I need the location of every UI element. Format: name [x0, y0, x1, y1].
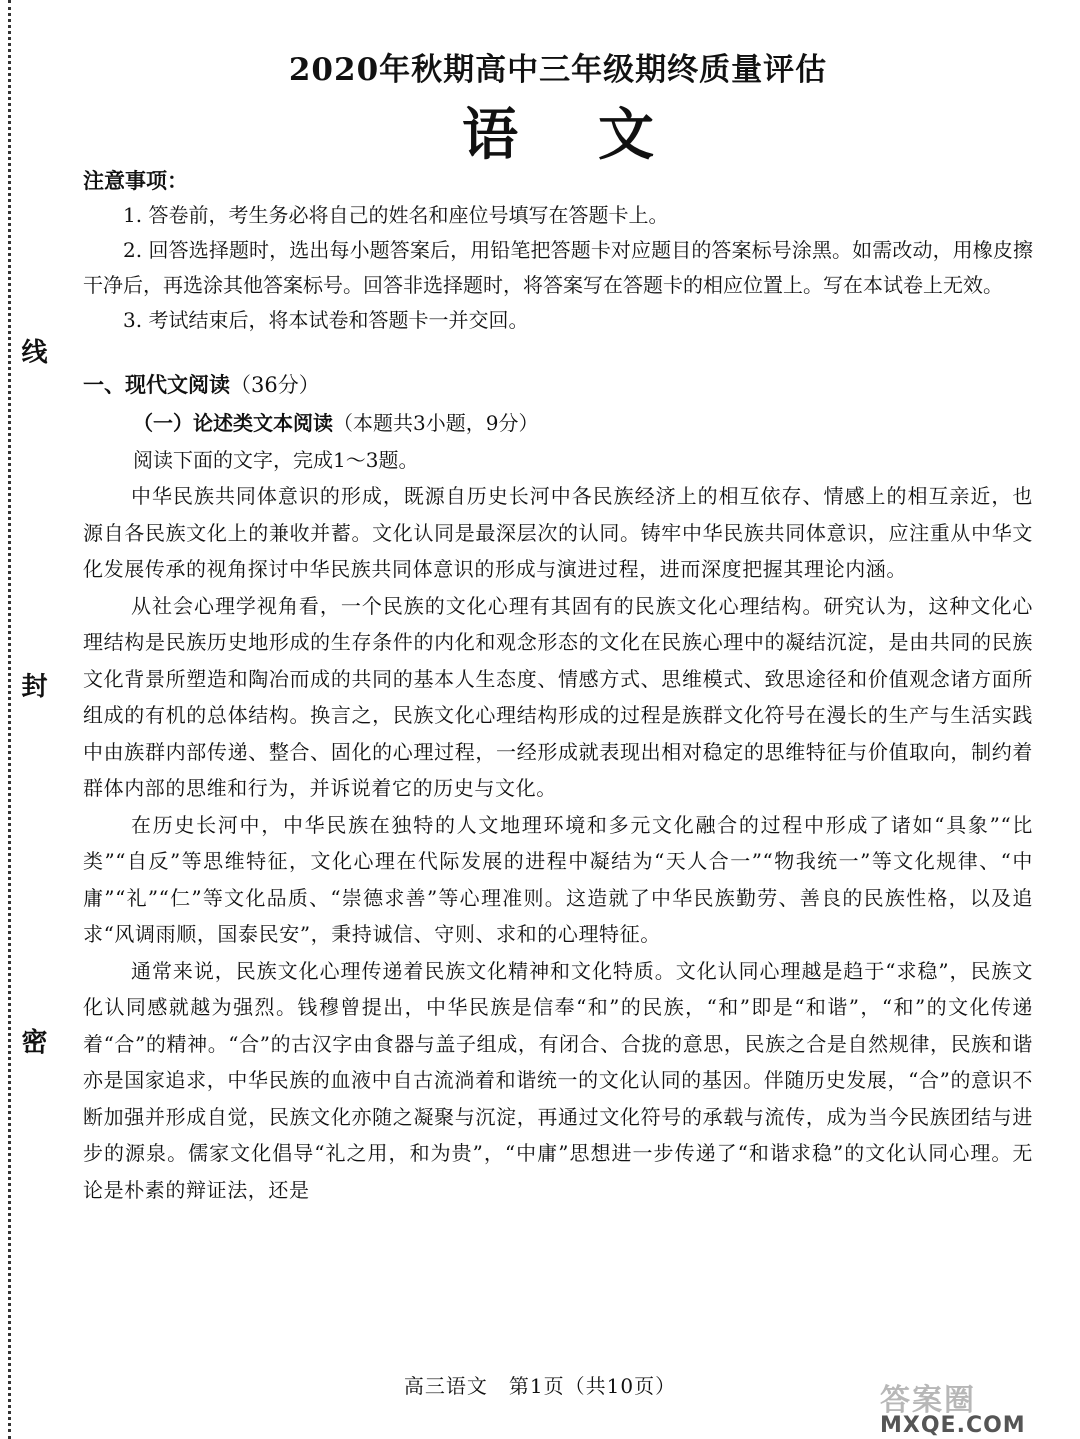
- passage-paragraph-1: 中华民族共同体意识的形成，既源自历史长河中各民族经济上的相互依存、情感上的相互亲近，也源自各民族文化上的兼收并蓄。文化认同是最深层次的认同。铸牢中华民族共同体意识，应注重从中华文化发展传承的视角探讨中华民族共同体意识的形成与演进过程，进而深度把握其理论内涵。: [83, 484, 1033, 581]
- exam-title: 2020年秋期高中三年级期终质量评估: [288, 52, 828, 88]
- watermark-logo: 答案圈: [880, 1383, 976, 1418]
- section-heading: [83, 366, 1033, 404]
- binding-char-feng: 封: [17, 672, 47, 698]
- notice-heading: 注意事项：: [83, 169, 188, 193]
- page-footer: 高三语文 第1页（共10页）: [403, 1374, 677, 1398]
- sub-heading-title: （一）论述类文本阅读: [133, 411, 333, 435]
- notice-item-1: 1. 答卷前，考生务必将自己的姓名和座位号填写在答题卡上。: [123, 203, 669, 227]
- passage-paragraph-4: 通常来说，民族文化心理传递着民族文化精神和文化特质。文化认同心理越是趋于“求稳”，民族文化认同感就越为强烈。钱穆曾提出，中华民族是信奉“和”的民族，“和”即是“和谐”，“和”的文化传递着“合”的精神。“合”的古汉字由食器与盖子组成，有闭合、合拢的意思，民族之合是自然规律，民族和谐亦是国家追求，中华民族的血液中自古流淌着和谐统一的文化认同的基因。伴随历史发展，“合”的意识不断加强并形成自觉，民族文化亦随之凝聚与沉淀，再通过文化符号的承载与流传，成为当今民族团结与进步的源泉。儒家文化倡导“礼之用，和为贵”，“中庸”思想进一步传递了“和谐求稳”的文化认同心理。无论是朴素的辩证法，还是: [83, 958, 1033, 1202]
- subject-title: 语文: [462, 102, 734, 168]
- notice-item-2: 2. 回答选择题时，选出每小题答案后，用铅笔把答题卡对应题目的答案标号涂黑。如需改动，用橡皮擦干净后，再选涂其他答案标号。回答非选择题时，将答案写在答题卡的相应位置上。写在本试卷上无效。: [83, 238, 1033, 297]
- binding-char-mi: 密: [17, 1028, 47, 1054]
- reading-instruction: 阅读下面的文字，完成1～3题。: [133, 448, 419, 472]
- section-score: （36分）: [230, 373, 320, 397]
- sub-heading-note: （本题共3小题，9分）: [333, 411, 539, 435]
- sub-heading: [83, 404, 1033, 442]
- passage-paragraph-2: 从社会心理学视角看，一个民族的文化心理有其固有的民族文化心理结构。研究认为，这种文化心理结构是民族历史地形成的生存条件的内化和观念形态的文化在民族心理中的凝结沉淀，是由共同的民族文化背景所塑造和陶冶而成的共同的基本人生态度、情感方式、思维模式、致思途径和价值观念诸方面所组成的有机的总体结构。换言之，民族文化心理结构形成的过程是族群文化符号在漫长的生产与生活实践中由族群内部传递、整合、固化的心理过程，一经形成就表现出相对稳定的思维特征与价值取向，制约着群体内部的思维和行为，并诉说着它的历史与文化。: [83, 593, 1033, 800]
- watermark: [880, 1375, 1050, 1438]
- notice-item-3: 3. 考试结束后，将本试卷和答题卡一并交回。: [123, 308, 529, 332]
- passage-paragraph-3: 在历史长河中，中华民族在独特的人文地理环境和多元文化融合的过程中形成了诸如“具象”“比类”“自反”等思维特征，文化心理在代际发展的进程中凝结为“天人合一”“物我统一”等文化规律、“中庸”“礼”“仁”等文化品质、“崇德求善”等心理准则。这造就了中华民族勤劳、善良的民族性格，以及追求“风调雨顺，国泰民安”，秉持诚信、守则、求和的心理特征。: [83, 812, 1033, 946]
- binding-dotted-line: [8, 0, 11, 1439]
- watermark-url: MXQE.COM: [880, 1413, 1026, 1438]
- section-title: 一、现代文阅读: [83, 373, 230, 397]
- exam-page: [83, 40, 1033, 1208]
- binding-char-xian: 线: [17, 338, 47, 364]
